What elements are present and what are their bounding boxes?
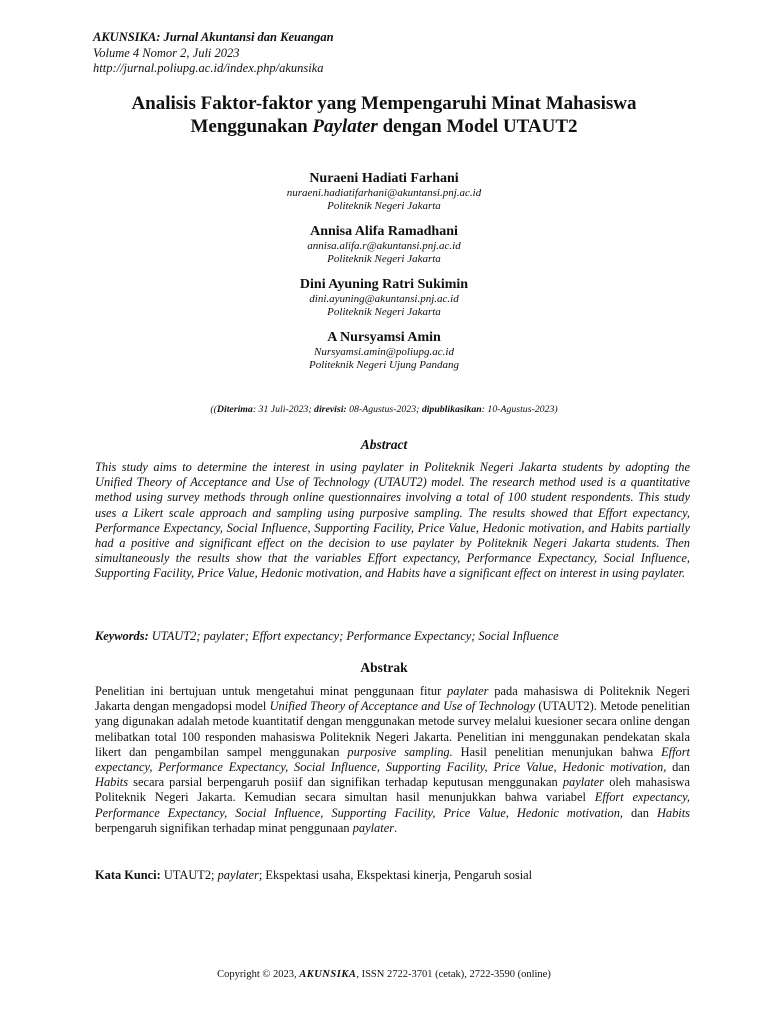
journal-logo: AKUNSIKA (299, 969, 357, 980)
keywords-label: Keywords: (95, 629, 149, 643)
paper-title (0, 92, 768, 138)
abstrak-run-italic: paylater (447, 684, 489, 698)
copyright-footer (0, 969, 768, 980)
author-institution: Politeknik Negeri Jakarta (327, 253, 441, 265)
journal-volume: Volume 4 Nomor 2, Juli 2023 (93, 45, 240, 60)
revised-date: 08-Agustus-2023; (346, 404, 422, 415)
title-text: Menggunakan (190, 116, 313, 137)
author-name: Annisa Alifa Ramadhani (310, 224, 458, 239)
abstrak-run: dan (666, 760, 690, 775)
revised-label: direvisi: (314, 404, 347, 415)
abstrak-run: Hasil penelitian menunjukan bahwa (452, 744, 662, 759)
abstrak-run: oleh mahasiswa Politeknik Negeri Jakarta. Kemudian secara simultan hasil menunjukkan bahwa variabel (95, 775, 690, 805)
author-block (0, 276, 768, 329)
abstrak-run: pada mahasiswa di Politeknik Negeri Jakarta dengan mengadopsi model (95, 684, 690, 714)
published-date: : 10-Agustus-2023) (481, 404, 558, 415)
abstrak-run-italic: Unified Theory of Acceptance and Use of Technology (269, 699, 536, 714)
author-email[interactable]: dini.ayuning@akuntansi.pnj.ac.id (309, 293, 459, 305)
journal-header (93, 30, 334, 77)
abstrak-run: (UTAUT2). Metode penelitian yang digunakan adalah metode kuantitatif dengan menggunakan metode survey melalui kuesioner secara online dengan melibatkan total 100 responden mahasiswa Politeknik Negeri Jakarta. Penelitian ini menggunakan pendekatan skala likert dan pengambilan sampel menggunakan (95, 699, 690, 759)
abstract-text: This study aims to determine the interest in using paylater in Politeknik Negeri Jakarta students by adopting the Unified Theory of Acceptance and Use of Technology (UTAUT2) model. The research method used is a quantitative method using survey methods through online questionnaires involving a total of 100 student respondents. This study uses a Likert scale approach and sampling using purposive sampling. The results showed that Effort expectancy, Performance Expectancy, Social Influence, Supporting Facility, Price Value, Hedonic motivation, and Habits partially had a positive and significant effect on the decision to use paylater by Politeknik Negeri Jakarta students. Then simultaneously the results show that the variables Effort expectancy, Performance Expectancy, Social Influence, Supporting Facility, Price Value, Hedonic motivation, and Habits have a significant effect on interest in using paylater. (95, 460, 690, 581)
keywords (95, 629, 690, 644)
author-institution: Politeknik Negeri Ujung Pandang (309, 359, 459, 371)
abstrak-run-italic: purposive sampling. (347, 744, 453, 759)
kata-kunci-text: ; Ekspektasi usaha, Ekspektasi kinerja, Pengaruh sosial (258, 868, 533, 882)
abstract-heading: Abstract (360, 437, 408, 452)
author-block (0, 223, 768, 276)
copyright-text: Copyright © 2023, (217, 969, 300, 980)
abstrak-run-italic: Effort expectancy, Performance Expectancy, Social Influence, Supporting Facility, Price Value, Hedonic motivation, (95, 744, 690, 775)
abstrak-run-italic: Effort expectancy, Performance Expectancy, Social Influence, Supporting Facility, Price Value, Hedonic motivation, (95, 790, 690, 820)
kata-kunci-label: Kata Kunci: (95, 868, 161, 882)
author-name: Dini Ayuning Ratri Sukimin (299, 277, 469, 292)
title-text: dengan Model UTAUT2 (377, 116, 578, 137)
kata-kunci-text: UTAUT2; (160, 868, 218, 882)
author-institution: Politeknik Negeri Jakarta (327, 306, 441, 318)
keywords-text: UTAUT2; paylater; Effort expectancy; Performance Expectancy; Social Influence (148, 629, 559, 643)
abstrak-heading: Abstrak (360, 660, 408, 675)
journal-name: AKUNSIKA: Jurnal Akuntansi dan Keuangan (93, 30, 334, 44)
author-list (0, 170, 768, 382)
published-label: dipublikasikan (421, 404, 482, 415)
kata-kunci-italic: paylater (217, 868, 259, 882)
author-name: A Nursyamsi Amin (327, 330, 441, 345)
kata-kunci (95, 868, 690, 883)
author-email[interactable]: Nursyamsi.amin@poliupg.ac.id (314, 346, 454, 358)
abstrak-run: Penelitian ini bertujuan untuk mengetahui minat penggunaan fitur (95, 684, 448, 698)
received-date: : 31 Juli-2023; (252, 404, 315, 415)
author-email[interactable]: nuraeni.hadiatifarhani@akuntansi.pnj.ac.id (286, 187, 482, 199)
abstrak-run-italic: Habits (656, 805, 690, 820)
abstrak-run: dan (623, 805, 657, 820)
journal-url[interactable]: http://jurnal.poliupg.ac.id/index.php/akunsika (93, 61, 324, 75)
received-label: Diterima (216, 404, 253, 415)
issn-text: , ISSN 2722-3701 (cetak), 2722-3590 (online) (356, 969, 551, 980)
abstrak-run-italic: Habits (95, 775, 129, 790)
abstrak-run: secara parsial berpengaruh posiif dan signifikan terhadap keputusan menggunakan (128, 775, 563, 790)
author-email[interactable]: annisa.alifa.r@akuntansi.pnj.ac.id (307, 240, 461, 252)
title-italic-text: Paylater (312, 116, 378, 137)
abstrak-run-italic: paylater (562, 775, 605, 790)
author-name: Nuraeni Hadiati Farhani (309, 171, 459, 186)
title-line-2 (0, 115, 768, 138)
author-institution: Politeknik Negeri Jakarta (327, 200, 441, 212)
submission-dates: ((Diterima: 31 Juli-2023; direvisi: 08-Agustus-2023; dipublikasikan: 10-Agustus-2023) (210, 404, 558, 415)
abstrak-run: . (394, 820, 398, 835)
author-block (0, 170, 768, 223)
abstrak-text (95, 684, 690, 836)
author-block (0, 329, 768, 382)
title-line-1: Analisis Faktor-faktor yang Mempengaruhi Minat Mahasiswa (131, 93, 637, 114)
abstrak-run-italic: paylater (352, 820, 395, 835)
abstrak-run: berpengaruh signifikan terhadap minat penggunaan (95, 820, 353, 835)
